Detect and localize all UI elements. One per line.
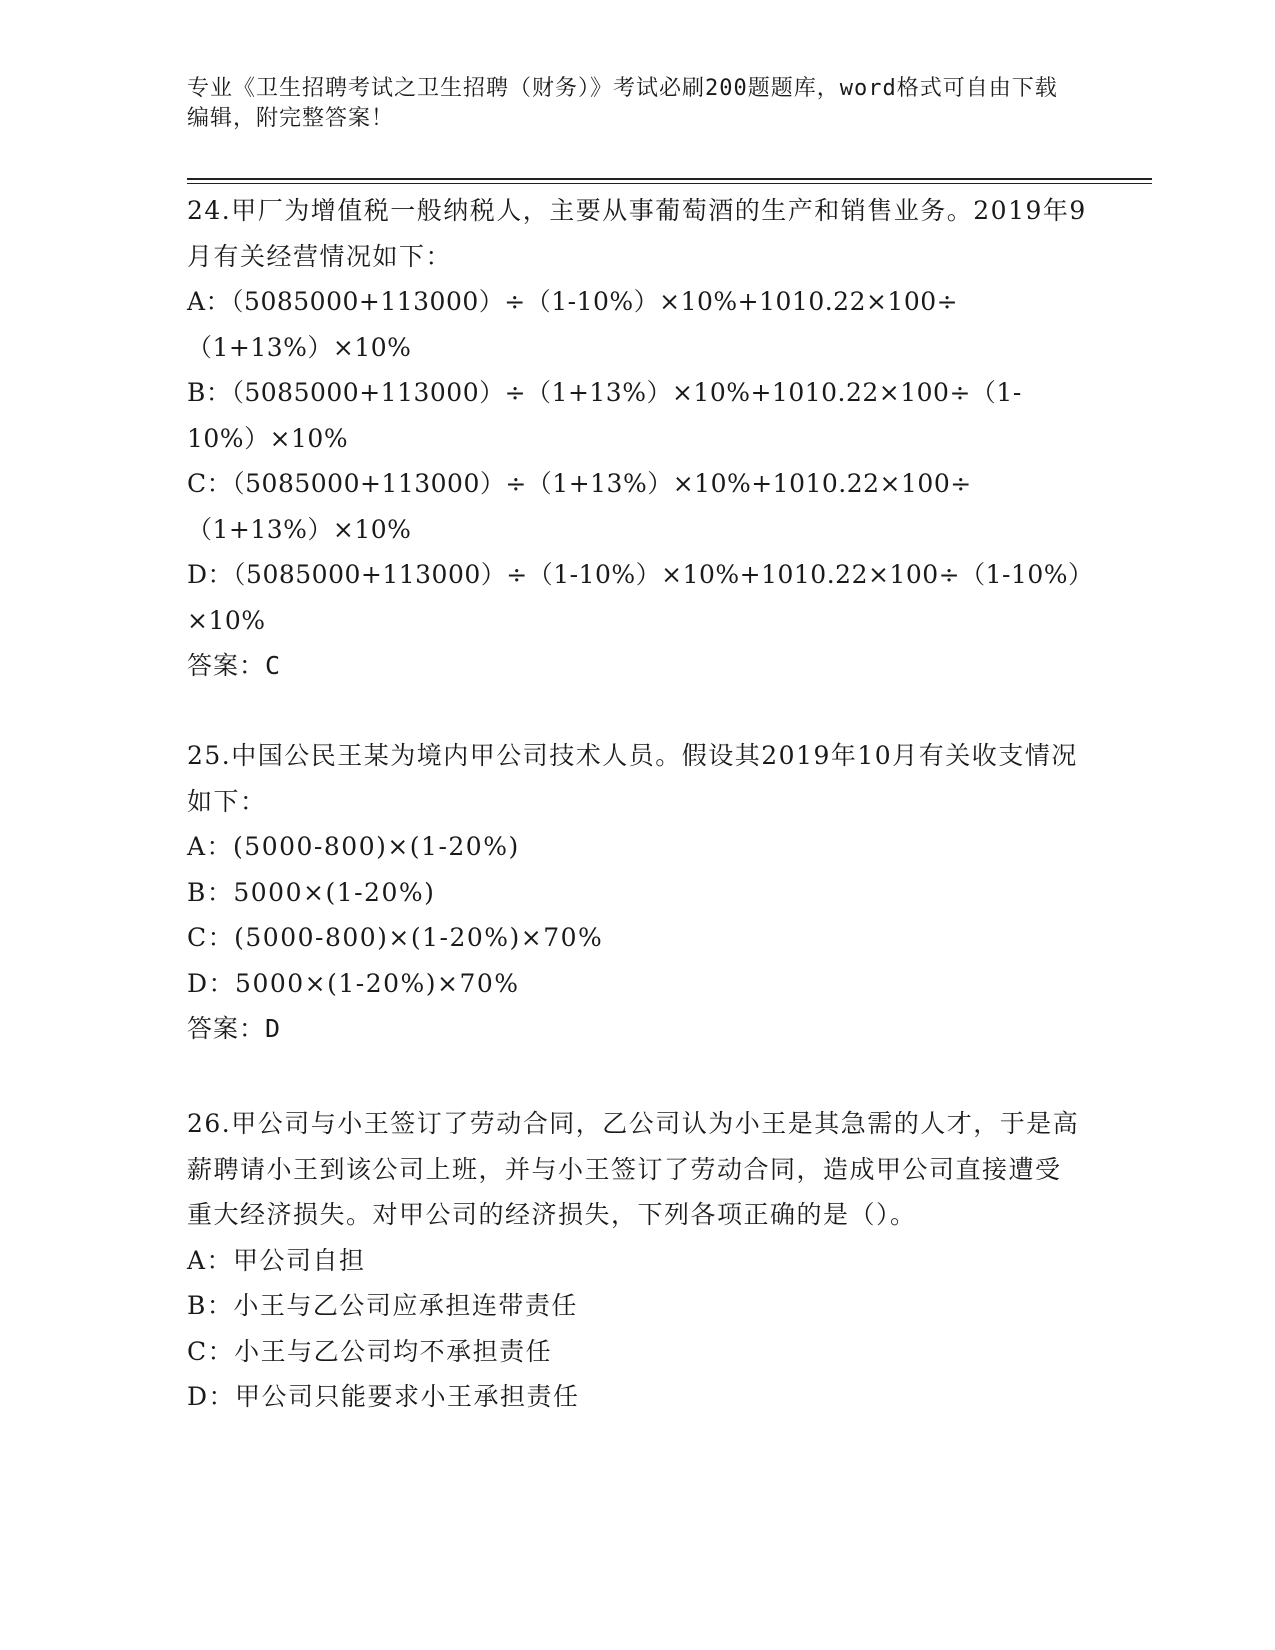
option-d: D：甲公司只能要求小王承担责任 [187,1382,580,1411]
answer: 答案：D [187,1014,282,1043]
header-divider-thin [187,183,1152,184]
question-text: 26.甲公司与小王签订了劳动合同，乙公司认为小王是其急需的人才，于是高薪聘请小王到该公司上班，并与小王签订了劳动合同，造成甲公司直接遭受重大经济损失。对甲公司的经济损失，下列各项正确的是（）。 [187,1109,1080,1229]
option-a: A：(5000-800)×(1-20%) [187,832,520,861]
option-c: C：（5085000+113000）÷（1+13%）×10%+1010.22×100÷（1+13%）×10% [187,469,972,544]
option-b: B：小王与乙公司应承担连带责任 [187,1291,578,1320]
answer: 答案：C [187,651,282,680]
option-d: D：5000×(1-20%)×70% [187,968,520,998]
question-25 [187,733,1087,1052]
option-d: D：（5085000+113000）÷（1-10%）×10%+1010.22×100÷（1-10%）×10% [187,560,1082,635]
question-24 [187,188,1087,689]
option-a: A：甲公司自担 [187,1245,366,1275]
option-a: A：（5085000+113000）÷（1-10%）×10%+1010.22×100÷（1+13%）×10% [187,287,959,362]
option-b: B：5000×(1-20%) [187,877,436,907]
question-text: 24.甲厂为增值税一般纳税人，主要从事葡萄酒的生产和销售业务。2019年9月有关经营情况如下： [187,196,1087,271]
option-c: C：小王与乙公司均不承担责任 [187,1336,553,1366]
option-b: B：（5085000+113000）÷（1+13%）×10%+1010.22×100÷（1-10%）×10% [187,378,1022,453]
header-divider-thick [187,178,1152,180]
question-26 [187,1101,1087,1420]
question-text: 25.中国公民王某为境内甲公司技术人员。假设其2019年10月有关收支情况如下： [187,741,1078,816]
option-c: C：(5000-800)×(1-20%)×70% [187,923,604,952]
document-header: 专业《卫生招聘考试之卫生招聘（财务）》考试必刷200题题库，word格式可自由下载编辑，附完整答案！ [187,76,1058,131]
